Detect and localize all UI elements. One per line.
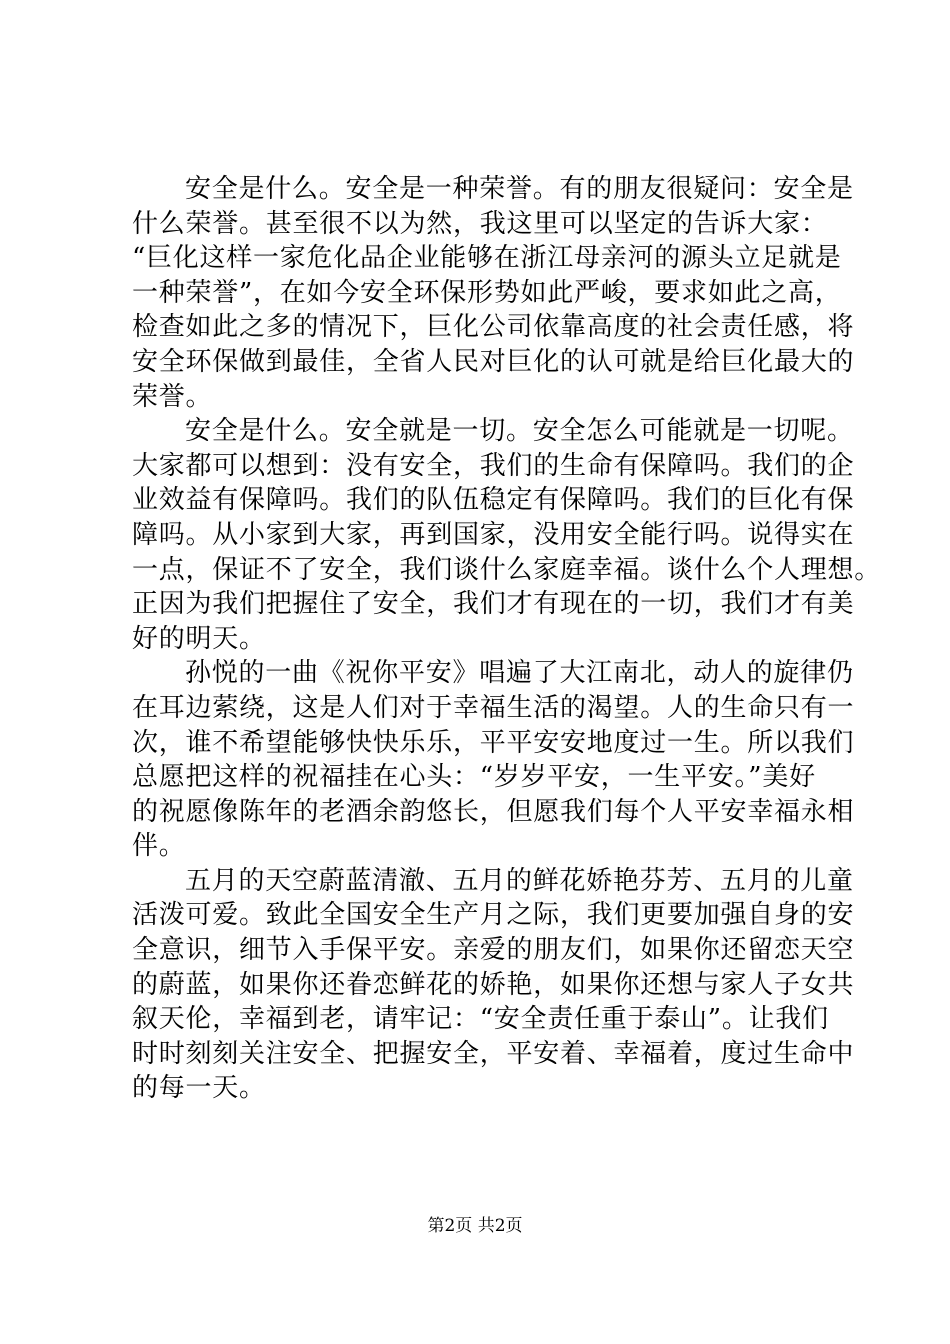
text-line: 业效益有保障吗。我们的队伍稳定有保障吗。我们的巨化有保 — [132, 485, 855, 516]
document-body — [132, 172, 882, 1106]
paragraph-2 — [132, 414, 882, 656]
text-line: 全意识，细节入手保平安。亲爱的朋友们，如果你还留恋天空 — [132, 935, 855, 966]
text-line: 安全是什么。安全是一种荣誉。有的朋友很疑问：安全是 — [185, 174, 854, 204]
text-line: 活泼可爱。致此全国安全生产月之际，我们更要加强自身的安 — [132, 900, 855, 931]
text-line: 时时刻刻关注安全、把握安全，平安着、幸福着，度过生命中 — [132, 1038, 855, 1069]
text-line: 孙悦的一曲《祝你平安》唱遍了大江南北，动人的旋律仍 — [185, 658, 854, 689]
text-line: 好的明天。 — [132, 623, 266, 654]
text-line: 次，谁不希望能够快快乐乐，平平安安地度过一生。所以我们 — [132, 727, 855, 758]
paragraph-1 — [132, 172, 855, 414]
text-line: 安全环保做到最佳，全省人民对巨化的认可就是给巨化最大的 — [132, 346, 855, 377]
text-line: 障吗。从小家到大家，再到国家，没用安全能行吗。说得实在 — [132, 519, 855, 550]
text-line: 的祝愿像陈年的老酒余韵悠长，但愿我们每个人平安幸福永相 — [132, 796, 855, 827]
text-line: 的每一天。 — [132, 1073, 266, 1104]
text-line: 安全是什么。安全就是一切。安全怎么可能就是一切呢。 — [185, 416, 854, 447]
text-line: 在耳边萦绕，这是人们对于幸福生活的渴望。人的生命只有一 — [132, 692, 855, 723]
text-line: 大家都可以想到：没有安全，我们的生命有保障吗。我们的企 — [132, 450, 855, 481]
text-line: “巨化这样一家危化品企业能够在浙江母亲河的源头立足就是 — [132, 243, 842, 274]
text-line: 检查如此之多的情况下，巨化公司依靠高度的社会责任感，将 — [132, 312, 855, 343]
text-line: 的蔚蓝，如果你还眷恋鲜花的娇艳，如果你还想与家人子女共 — [132, 969, 855, 1000]
text-line: 什么荣誉。甚至很不以为然，我这里可以坚定的告诉大家： — [132, 208, 828, 239]
text-line: 一种荣誉”，在如今安全环保形势如此严峻，要求如此之高， — [132, 277, 842, 308]
text-line: 荣誉。 — [132, 381, 213, 412]
text-line: 一点，保证不了安全，我们谈什么家庭幸福。谈什么个人理想。 — [132, 554, 882, 585]
text-line: 五月的天空蔚蓝清澈、五月的鲜花娇艳芬芳、五月的儿童 — [185, 865, 854, 896]
paragraph-4 — [132, 864, 855, 1106]
page-number-footer: 第2页 共2页 — [427, 1216, 523, 1236]
text-line: 伴。 — [132, 831, 186, 862]
text-line: 总愿把这样的祝福挂在心头：“岁岁平安，一生平安。”美好 — [132, 762, 816, 793]
text-line: 正因为我们把握住了安全，我们才有现在的一切，我们才有美 — [132, 589, 855, 620]
text-line: 叙天伦，幸福到老，请牢记：“安全责任重于泰山”。让我们 — [132, 1004, 829, 1035]
paragraph-3 — [132, 656, 855, 864]
